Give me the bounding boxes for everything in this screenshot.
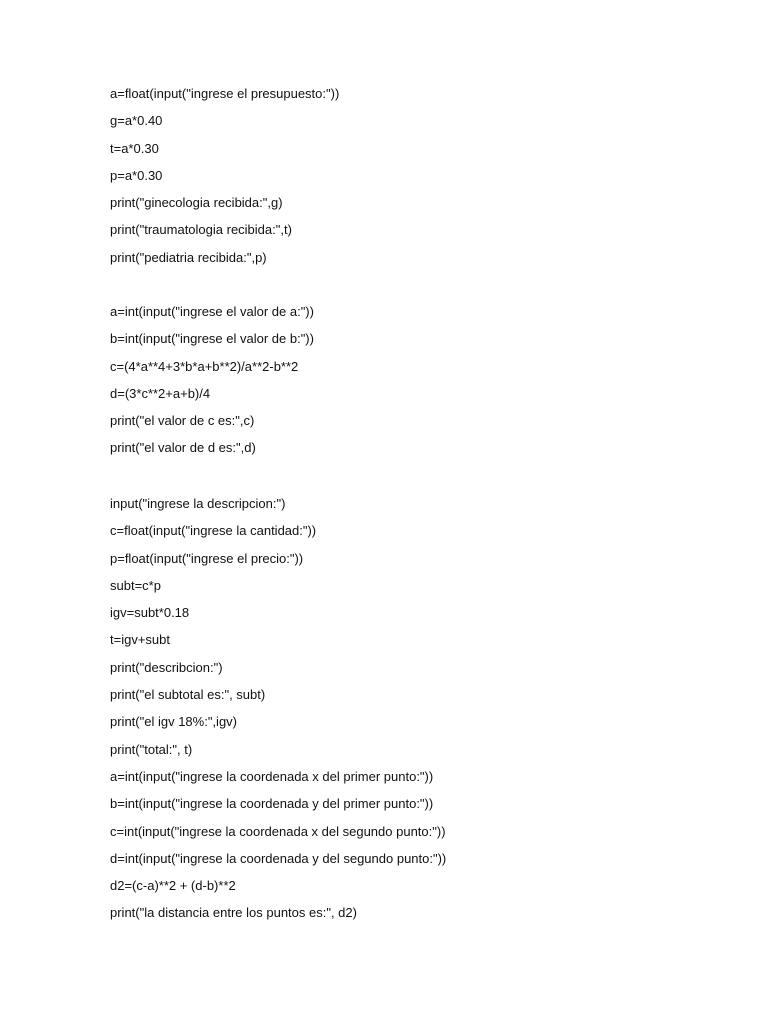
code-line: c=int(input("ingrese la coordenada x del segundo punto:"))	[110, 823, 446, 839]
code-line: t=a*0.30	[110, 140, 159, 156]
code-line: print("ginecologia recibida:",g)	[110, 195, 283, 211]
code-line: subt=c*p	[110, 577, 161, 593]
code-line: d=int(input("ingrese la coordenada y del segundo punto:"))	[110, 850, 447, 866]
code-line: d2=(c-a)**2 + (d-b)**2	[110, 878, 236, 894]
formula-code-block	[110, 298, 730, 462]
code-line: c=float(input("ingrese la cantidad:"))	[110, 523, 317, 539]
code-line: b=int(input("ingrese el valor de b:"))	[110, 331, 314, 347]
code-line: print("el igv 18%:",igv)	[110, 714, 237, 730]
code-line: print("el valor de c es:",c)	[110, 413, 255, 429]
code-line: print("pediatria recibida:",p)	[110, 249, 267, 265]
code-line: t=igv+subt	[110, 632, 170, 648]
invoice-distance-code-block	[110, 490, 730, 927]
code-line: print("el subtotal es:", subt)	[110, 687, 266, 703]
code-line: b=int(input("ingrese la coordenada y del primer punto:"))	[110, 796, 434, 812]
code-line: g=a*0.40	[110, 113, 163, 129]
code-line: a=int(input("ingrese la coordenada x del primer punto:"))	[110, 768, 434, 784]
code-line: d=(3*c**2+a+b)/4	[110, 385, 211, 401]
code-line: p=a*0.30	[110, 167, 163, 183]
code-line: a=float(input("ingrese el presupuesto:"))	[110, 86, 340, 101]
code-line: print("traumatologia recibida:",t)	[110, 222, 292, 238]
code-line: igv=subt*0.18	[110, 605, 190, 621]
code-line: print("describcion:")	[110, 659, 223, 675]
code-line: p=float(input("ingrese el precio:"))	[110, 550, 304, 566]
code-line: input("ingrese la descripcion:")	[110, 496, 286, 511]
budget-code-block	[110, 80, 730, 271]
code-line: a=int(input("ingrese el valor de a:"))	[110, 304, 314, 319]
code-line: c=(4*a**4+3*b*a+b**2)/a**2-b**2	[110, 358, 299, 374]
code-line: print("el valor de d es:",d)	[110, 440, 256, 456]
code-line: print("total:", t)	[110, 741, 193, 757]
code-line: print("la distancia entre los puntos es:", d2)	[110, 905, 357, 921]
